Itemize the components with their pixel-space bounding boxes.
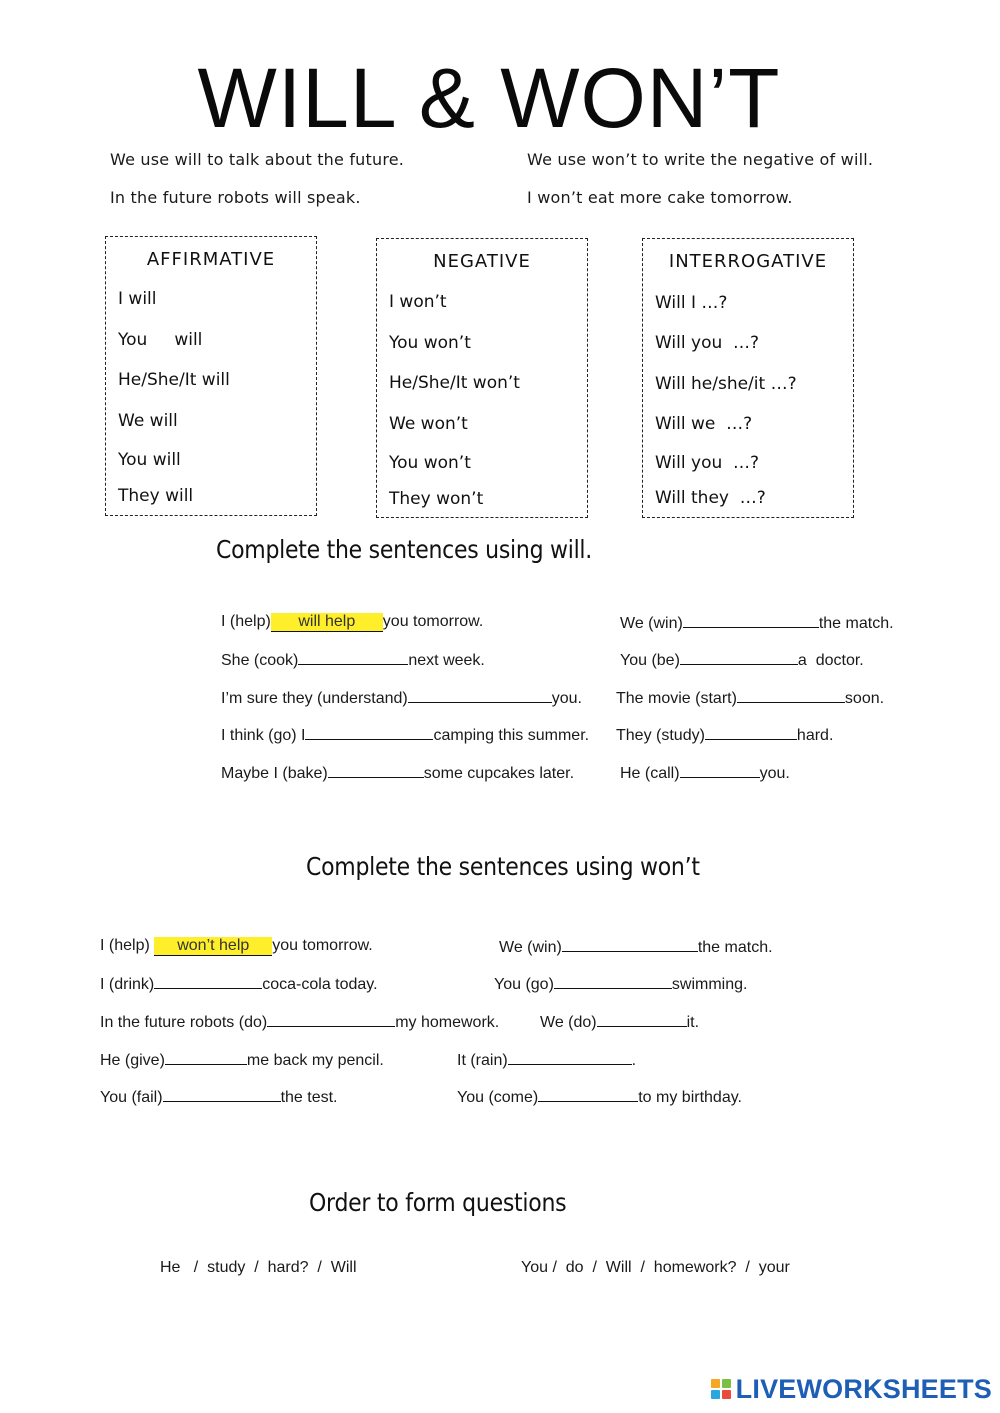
exercise-prompt: She (cook) [221, 652, 299, 669]
exercise-prompt: He (call) [620, 765, 680, 782]
exercise-prompt: You (come) [457, 1089, 539, 1106]
answer-blank[interactable] [165, 1050, 247, 1065]
intro-left-line1: We use will to talk about the future. [110, 150, 405, 169]
exercise-suffix: the match. [697, 939, 773, 956]
exercise-wont-5 [100, 1012, 499, 1032]
answer-blank[interactable] [298, 650, 408, 665]
exercise-suffix: you. [759, 765, 790, 782]
interrogative-row: Will you …? [655, 453, 760, 473]
intro-right-line2: I won’t eat more cake tomorrow. [527, 188, 793, 207]
exercise-wont-8 [457, 1050, 636, 1070]
exercise-suffix: you tomorrow. [272, 937, 373, 954]
answer-blank[interactable] [328, 763, 424, 778]
intro-left-line2: In the future robots will speak. [110, 188, 361, 207]
answer-blank[interactable] [508, 1050, 632, 1065]
exercise-will-4 [620, 650, 864, 670]
exercise-will-7 [221, 725, 589, 745]
affirmative-heading: AFFIRMATIVE [146, 249, 276, 270]
exercise-will-1 [221, 613, 483, 632]
negative-row: You won’t [389, 333, 471, 353]
affirmative-row: We will [118, 411, 178, 431]
section-will-heading: Complete the sentences using will. [216, 535, 593, 564]
exercise-will-8 [616, 725, 833, 745]
affirmative-row: You will [118, 450, 181, 470]
exercise-prompt: They (study) [616, 727, 705, 744]
exercise-suffix: you. [551, 690, 582, 707]
liveworksheets-mark-icon [711, 1379, 733, 1401]
exercise-wont-9 [100, 1087, 337, 1107]
affirmative-table [105, 236, 317, 516]
negative-row: He/She/It won’t [389, 373, 520, 393]
negative-row: We won’t [389, 414, 468, 434]
interrogative-heading: INTERROGATIVE [668, 251, 828, 272]
answer-blank[interactable] [267, 1012, 395, 1027]
exercise-suffix: some cupcakes later. [423, 765, 575, 782]
negative-row: You won’t [389, 453, 471, 473]
interrogative-row: Will he/she/it …? [655, 374, 797, 394]
exercise-will-3 [221, 650, 485, 670]
exercise-suffix: to my birthday. [638, 1089, 742, 1106]
answer-blank[interactable] [737, 688, 845, 703]
exercise-will-6 [616, 688, 884, 708]
exercise-will-2 [620, 613, 894, 633]
exercise-wont-6 [540, 1012, 699, 1032]
answer-blank[interactable] [705, 725, 797, 740]
exercise-will-10 [620, 763, 790, 783]
exercise-prompt: We (do) [540, 1014, 597, 1031]
answer-blank[interactable] [154, 974, 262, 989]
exercise-prompt: In the future robots (do) [100, 1014, 268, 1031]
intro-right-line1: We use won’t to write the negative of will. [527, 150, 874, 169]
exercise-prompt: I (help) [221, 613, 271, 630]
interrogative-row: Will they …? [655, 488, 766, 508]
exercise-prompt: It (rain) [457, 1052, 508, 1069]
answer-blank[interactable] [163, 1087, 281, 1102]
example-answer: won’t help [154, 937, 272, 956]
scrambled-question-2: You / do / Will / homework? / your [521, 1259, 790, 1276]
answer-blank[interactable] [683, 613, 819, 628]
exercise-prompt: I (help) [100, 937, 155, 954]
interrogative-table [642, 238, 854, 518]
negative-row: I won’t [389, 292, 447, 312]
section-wont-heading: Complete the sentences using won’t [306, 852, 700, 881]
answer-blank[interactable] [562, 937, 698, 952]
affirmative-row: They will [118, 486, 194, 506]
exercise-suffix: the test. [280, 1089, 338, 1106]
worksheet-title: WILL & WON’T [197, 51, 781, 145]
exercise-prompt: I think (go) I [221, 727, 306, 744]
exercise-prompt: We (win) [499, 939, 562, 956]
exercise-prompt: I (drink) [100, 976, 155, 993]
exercise-wont-10 [457, 1087, 742, 1107]
exercise-prompt: You (fail) [100, 1089, 163, 1106]
liveworksheets-brand: LIVEWORKSHEETS [735, 1374, 992, 1404]
exercise-will-9 [221, 763, 574, 783]
exercise-suffix: a doctor. [797, 652, 864, 669]
exercise-wont-7 [100, 1050, 384, 1070]
interrogative-row: Will we …? [655, 414, 753, 434]
exercise-suffix: . [631, 1052, 637, 1069]
exercise-wont-2 [499, 937, 773, 957]
interrogative-row: Will you …? [655, 333, 760, 353]
exercise-suffix: next week. [408, 652, 485, 669]
affirmative-row: You will [118, 330, 203, 350]
answer-blank[interactable] [538, 1087, 638, 1102]
exercise-prompt: You (go) [494, 976, 554, 993]
exercise-suffix: the match. [818, 615, 894, 632]
answer-blank[interactable] [554, 974, 672, 989]
exercise-suffix: my homework. [395, 1014, 500, 1031]
exercise-wont-4 [494, 974, 747, 994]
exercise-prompt: Maybe I (bake) [221, 765, 328, 782]
exercise-suffix: swimming. [671, 976, 748, 993]
exercise-wont-3 [100, 974, 378, 994]
liveworksheets-logo [711, 1374, 992, 1405]
exercise-suffix: hard. [796, 727, 834, 744]
exercise-prompt: We (win) [620, 615, 683, 632]
example-answer: will help [271, 613, 383, 632]
exercise-will-5 [221, 688, 582, 708]
exercise-prompt: He (give) [100, 1052, 165, 1069]
answer-blank[interactable] [597, 1012, 687, 1027]
scrambled-question-1: He / study / hard? / Will [160, 1259, 357, 1276]
exercise-suffix: me back my pencil. [246, 1052, 384, 1069]
section-questions-heading: Order to form questions [309, 1188, 567, 1217]
exercise-prompt: I’m sure they (understand) [221, 690, 408, 707]
negative-table [376, 238, 588, 518]
exercise-prompt: You (be) [620, 652, 680, 669]
negative-row: They won’t [389, 489, 484, 509]
exercise-suffix: it. [686, 1014, 700, 1031]
interrogative-row: Will I …? [655, 293, 728, 313]
exercise-suffix: soon. [844, 690, 885, 707]
answer-blank[interactable] [680, 763, 760, 778]
exercise-suffix: camping this summer. [433, 727, 590, 744]
exercise-suffix: coca-cola today. [262, 976, 378, 993]
answer-blank[interactable] [680, 650, 798, 665]
exercise-prompt: The movie (start) [616, 690, 737, 707]
exercise-wont-1 [100, 937, 373, 956]
exercise-suffix: you tomorrow. [382, 613, 484, 630]
affirmative-row: He/She/It will [118, 370, 230, 390]
affirmative-row: I will [118, 289, 157, 309]
negative-heading: NEGATIVE [433, 251, 531, 272]
answer-blank[interactable] [408, 688, 552, 703]
answer-blank[interactable] [305, 725, 433, 740]
